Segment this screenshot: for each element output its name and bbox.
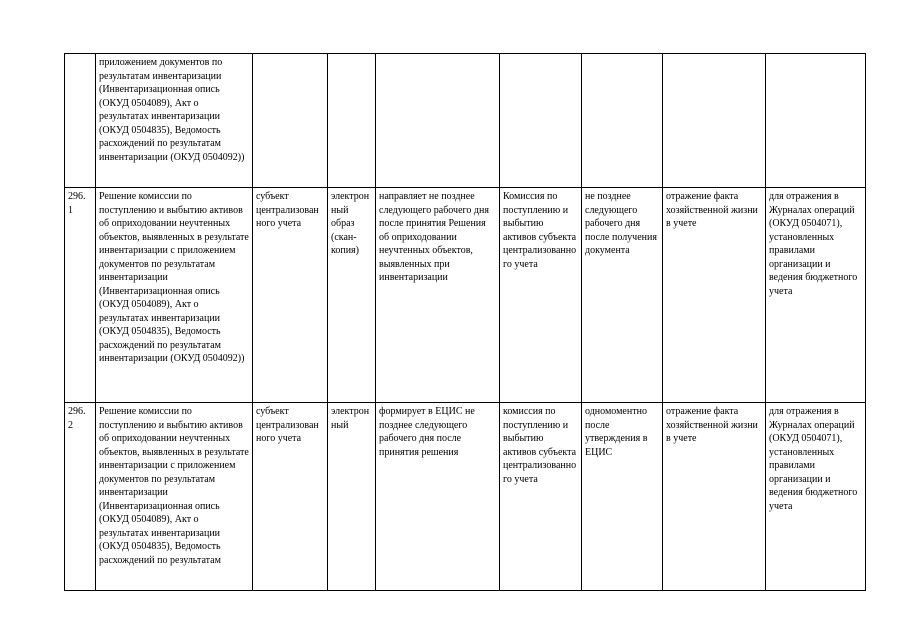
creator: субъект централизованного учета	[256, 191, 319, 229]
purpose-cell	[663, 403, 766, 591]
creator-cell	[253, 54, 328, 188]
table-row	[65, 54, 866, 188]
term-cell	[582, 403, 663, 591]
document-name: приложением документов по результатам инвентаризации (Инвентаризационная опись (ОКУД 0504089), Акт о результатах инвентаризации (ОКУД 0504835), Ведомость расхождений по результатам инвентаризации (ОКУД 0504092))	[99, 57, 245, 163]
form: электронный образ (скан-копия)	[331, 191, 370, 256]
recipient: Комиссия по поступлению и выбытию активов субъекта централизованного учета	[503, 191, 577, 270]
table-row	[65, 403, 866, 591]
deadline: направляет не позднее следующего рабочего дня после принятия Решения об оприходовании неучтенных объектов, выявленных при инвентаризации	[379, 191, 489, 283]
term-cell	[582, 54, 663, 188]
document-table	[64, 53, 866, 591]
usage-cell	[766, 54, 866, 188]
row-number-cell	[65, 54, 96, 188]
recipient-cell	[500, 188, 582, 403]
document-name: Решение комиссии по поступлению и выбытию активов об оприходовании неучтенных объектов, выявленных в результате инвентаризации с приложением документов по результатам инвентаризации (Инвентаризационная опись (ОКУД 0504089), Акт о результатах инвентаризации (ОКУД 0504835), Ведомость расхождений по результатам	[99, 406, 249, 566]
deadline-cell	[376, 54, 500, 188]
purpose: отражение факта хозяйственной жизни в учете	[666, 191, 758, 229]
row-number-cell	[65, 403, 96, 591]
recipient: комиссия по поступлению и выбытию активов субъекта централизованного учета	[503, 406, 577, 485]
recipient-cell	[500, 403, 582, 591]
usage: для отражения в Журналах операций (ОКУД 0504071), установленных правилами организации и ведения бюджетного учета	[769, 191, 858, 297]
purpose: отражение факта хозяйственной жизни в учете	[666, 406, 758, 444]
term: не позднее следующего рабочего дня после получения документа	[585, 191, 657, 256]
document-cell	[96, 188, 253, 403]
deadline-cell	[376, 188, 500, 403]
usage-cell	[766, 403, 866, 591]
usage: для отражения в Журналах операций (ОКУД 0504071), установленных правилами организации и ведения бюджетного учета	[769, 406, 858, 512]
document-cell	[96, 54, 253, 188]
creator-cell	[253, 188, 328, 403]
document-name: Решение комиссии по поступлению и выбытию активов об оприходовании неучтенных объектов, выявленных в результате инвентаризации с приложением документов по результатам инвентаризации (Инвентаризационная опись (ОКУД 0504089), Акт о результатах инвентаризации (ОКУД 0504835), Ведомость расхождений по результатам инвентаризации (ОКУД 0504092))	[99, 191, 249, 364]
term: одномоментно после утверждения в ЕЦИС	[585, 406, 648, 458]
form: электронный	[331, 406, 370, 431]
row-number: 296. 2	[68, 406, 86, 431]
table-row	[65, 188, 866, 403]
document-cell	[96, 403, 253, 591]
form-cell	[328, 54, 376, 188]
usage-cell	[766, 188, 866, 403]
form-cell	[328, 403, 376, 591]
purpose-cell	[663, 188, 766, 403]
row-number-cell	[65, 188, 96, 403]
purpose-cell	[663, 54, 766, 188]
deadline-cell	[376, 403, 500, 591]
term-cell	[582, 188, 663, 403]
creator-cell	[253, 403, 328, 591]
form-cell	[328, 188, 376, 403]
creator: субъект централизованного учета	[256, 406, 319, 444]
row-number: 296. 1	[68, 191, 86, 216]
recipient-cell	[500, 54, 582, 188]
deadline: формирует в ЕЦИС не позднее следующего рабочего дня после принятия решения	[379, 406, 475, 458]
